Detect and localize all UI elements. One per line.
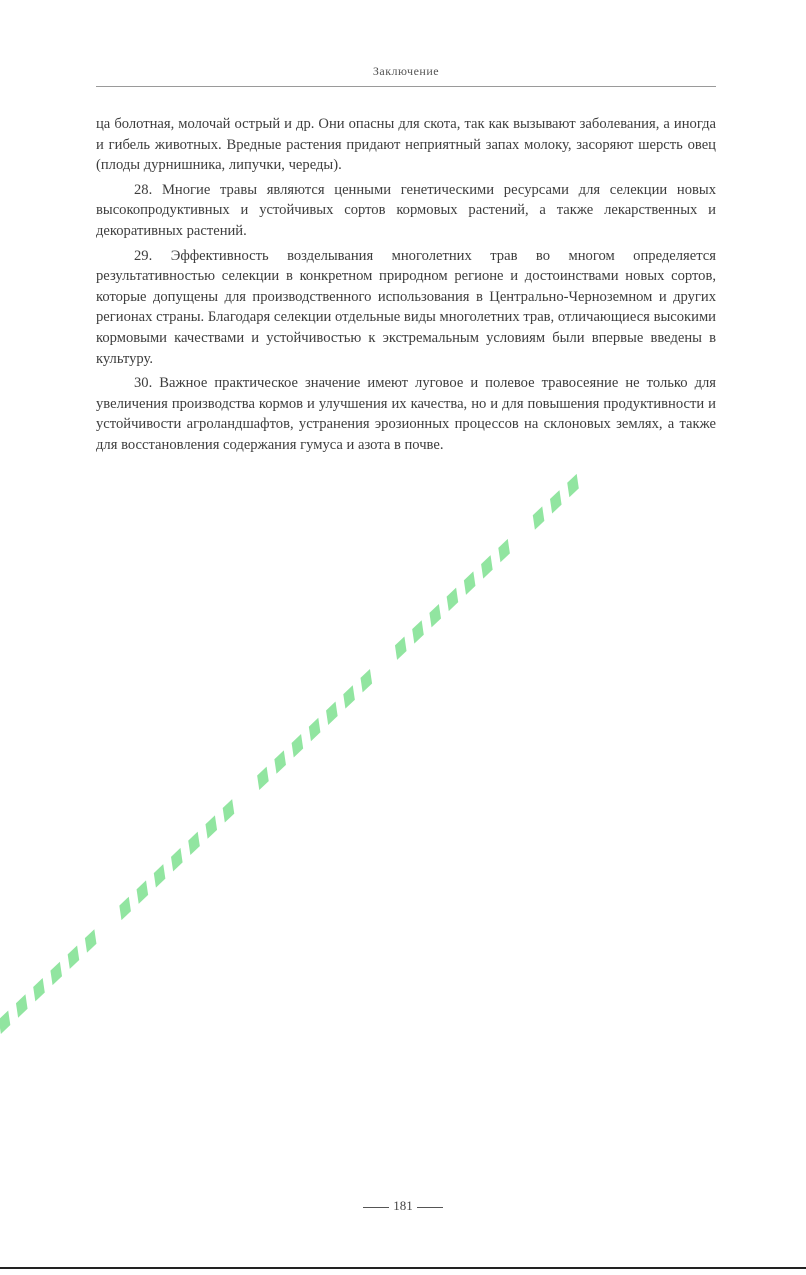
watermark-dash <box>223 799 235 822</box>
watermark-dash <box>412 620 424 643</box>
watermark-dash-pattern <box>0 474 579 1275</box>
watermark-dash <box>498 539 510 562</box>
watermark-dash <box>343 685 355 708</box>
watermark-dash <box>205 815 217 838</box>
watermark-dash <box>171 848 183 871</box>
watermark-dash <box>395 636 407 659</box>
watermark-dash <box>85 929 97 952</box>
page-number-dash-right <box>417 1207 443 1208</box>
watermark-dash <box>119 897 131 920</box>
watermark-dash <box>326 702 338 725</box>
paragraph-30: 30. Важное практическое значение имеют луговое и полевое травосеяние не только для увеличения производства кормов и улучшения их качества, но и для повышения продуктивности и устойчивости агроландшафтов, устранения эрозионных процессов на склоновых землях, а также для восстановления содержания гумуса и азота в почве. <box>96 375 716 453</box>
bottom-rule <box>0 1267 806 1269</box>
page-number-value: 181 <box>393 1198 413 1213</box>
watermark-dash <box>464 571 476 594</box>
watermark-dash <box>550 490 562 513</box>
watermark-dash <box>429 604 441 627</box>
watermark-dash <box>154 864 166 887</box>
watermark-dash <box>0 1011 10 1034</box>
paragraph-continuation: ца болотная, молочай острый и др. Они опасны для скота, так как вызывают заболевания, а иногда и гибель животных. Вредные растения придают неприятный запах молоку, засоряют шерсть овец (плоды дурнишника, липучки, череды). <box>96 116 716 174</box>
watermark-dash <box>567 474 579 497</box>
watermark-dash <box>257 767 269 790</box>
watermark-dash <box>68 945 80 968</box>
body-text <box>96 114 716 460</box>
page-number <box>0 1198 806 1214</box>
watermark-dash <box>50 962 62 985</box>
watermark-dash <box>292 734 304 757</box>
header-rule <box>96 86 716 87</box>
watermark-dash <box>33 978 45 1001</box>
watermark-dash <box>533 506 545 529</box>
page-number-dash-left <box>363 1207 389 1208</box>
watermark-dash <box>309 718 321 741</box>
running-header: Заключение <box>372 64 440 78</box>
watermark-dash <box>16 994 28 1017</box>
paragraph-29: 29. Эффективность возделывания многолетних трав во многом определяется результативностью селекции в конкретном природном регионе и достоинствами новых сортов, которые допущены для производственного использования в Центрально-Черноземном и других регионах страны. Благодаря селекции отдельные виды многолетних трав, отличающиеся высокими кормовыми качествами и устойчивостью к экстремальным условиям были впервые введены в культуру. <box>96 247 716 367</box>
watermark-dash <box>361 669 373 692</box>
watermark-dash <box>137 880 149 903</box>
watermark-dash <box>447 588 459 611</box>
watermark-dash <box>481 555 493 578</box>
watermark-dash <box>274 750 286 773</box>
watermark-dash <box>188 832 200 855</box>
paragraph-28: 28. Многие травы являются ценными генетическими ресурсами для селекции новых высокопродуктивных и устойчивых сортов кормовых растений, а также лекарственных и декоративных растений. <box>96 181 716 239</box>
